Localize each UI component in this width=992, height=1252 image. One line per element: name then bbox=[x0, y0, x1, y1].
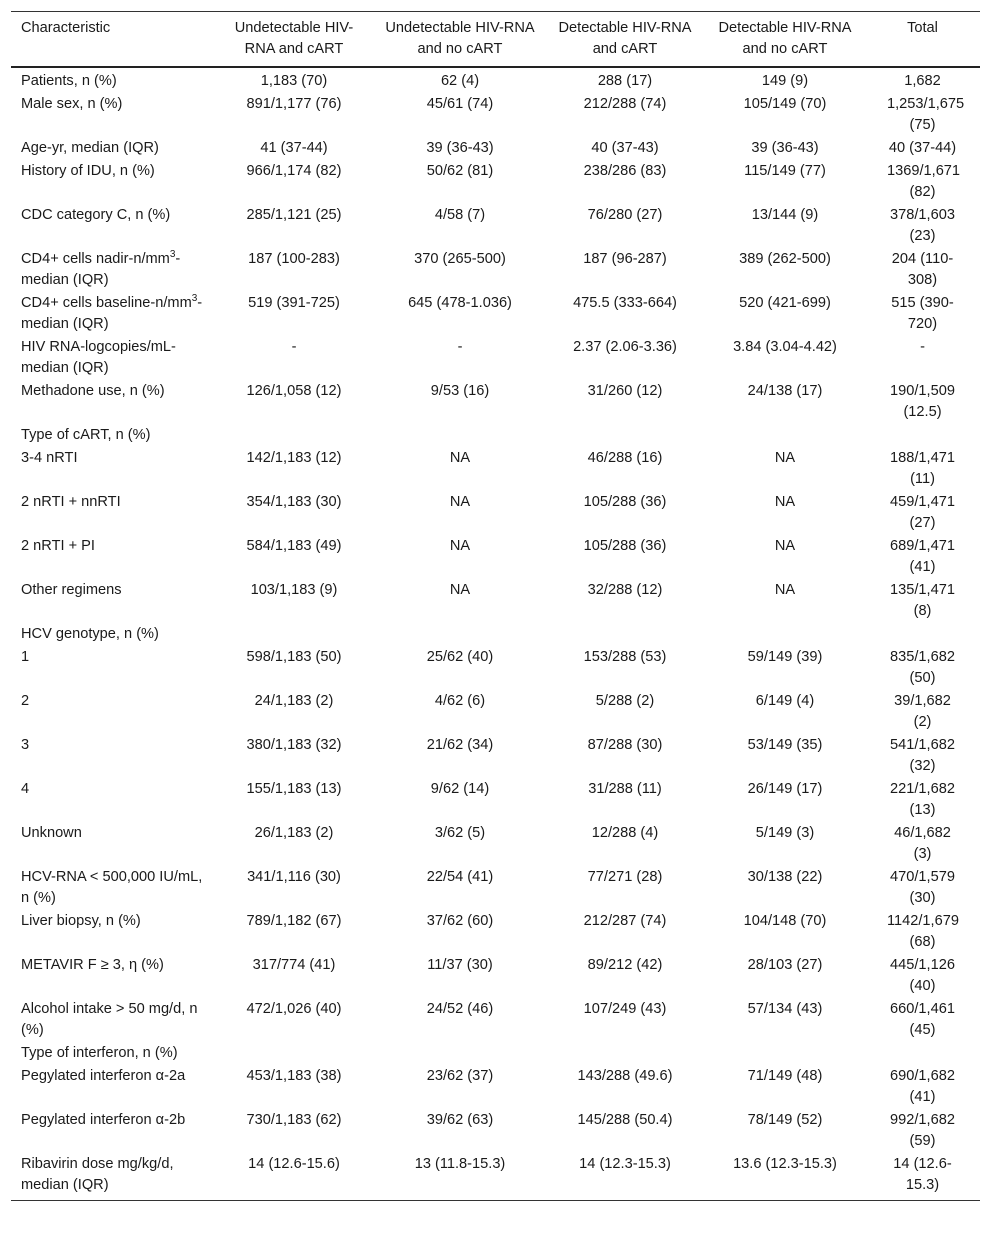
row-label: Liver biopsy, n (%) bbox=[21, 913, 141, 929]
table-row bbox=[11, 137, 980, 160]
cell-undetectable-cart: 285/1,121 (25) bbox=[246, 207, 342, 223]
cell-detectable-no-cart bbox=[705, 623, 865, 646]
row-label-text: -median (IQR) bbox=[21, 295, 203, 332]
table-row bbox=[11, 380, 980, 424]
cell-detectable-no-cart: 13/144 (9) bbox=[751, 207, 819, 223]
row-label bbox=[11, 292, 213, 336]
row-label: Methadone use, n (%) bbox=[21, 383, 165, 399]
table-row bbox=[11, 623, 980, 646]
cell-detectable-no-cart: 24/138 (17) bbox=[747, 383, 823, 399]
cell-detectable-no-cart: 520 (421-699) bbox=[739, 295, 831, 311]
cell-undetectable-cart: 891/1,177 (76) bbox=[246, 96, 342, 112]
cell-undetectable-cart: 341/1,116 (30) bbox=[247, 869, 341, 885]
table-row bbox=[11, 93, 980, 137]
cell-detectable-no-cart: 78/149 (52) bbox=[747, 1112, 823, 1128]
cell-undetectable-cart: 126/1,058 (12) bbox=[246, 383, 342, 399]
cell-detectable-cart: 145/288 (50.4) bbox=[577, 1112, 673, 1128]
cell-undetectable-cart: 789/1,182 (67) bbox=[246, 913, 342, 929]
cell-undetectable-cart bbox=[213, 424, 375, 447]
row-label: Male sex, n (%) bbox=[21, 96, 123, 112]
cell-undetectable-cart: 14 (12.6-15.6) bbox=[248, 1156, 340, 1172]
cell-undetectable-no-cart: 39/62 (63) bbox=[426, 1112, 494, 1128]
cell-total bbox=[865, 1042, 980, 1065]
cell-detectable-cart: 46/288 (16) bbox=[587, 450, 663, 466]
cell-detectable-no-cart: 71/149 (48) bbox=[747, 1068, 823, 1084]
cell-total: 515 (390-720) bbox=[891, 295, 954, 332]
header-characteristic: Characteristic bbox=[21, 20, 111, 36]
row-label: 2 bbox=[21, 693, 30, 709]
table-row bbox=[11, 734, 980, 778]
cell-total: 689/1,471 (41) bbox=[890, 538, 955, 575]
cell-undetectable-cart: 380/1,183 (32) bbox=[246, 737, 342, 753]
row-label: 2 nRTI + nnRTI bbox=[21, 494, 121, 510]
table-row bbox=[11, 160, 980, 204]
cell-undetectable-no-cart: 13 (11.8-15.3) bbox=[414, 1156, 506, 1172]
cell-undetectable-cart: 187 (100-283) bbox=[248, 251, 340, 267]
row-label: CDC category C, n (%) bbox=[21, 207, 171, 223]
characteristics-table bbox=[11, 11, 980, 1201]
cell-undetectable-cart: 584/1,183 (49) bbox=[246, 538, 342, 554]
cell-undetectable-no-cart: NA bbox=[449, 450, 471, 466]
table-row bbox=[11, 336, 980, 380]
cell-undetectable-cart bbox=[213, 623, 375, 646]
cell-undetectable-cart: 453/1,183 (38) bbox=[246, 1068, 342, 1084]
row-label-superscript: 3 bbox=[169, 249, 176, 261]
cell-detectable-cart: 105/288 (36) bbox=[583, 494, 667, 510]
row-label-text: CD4+ cells nadir-n/mm bbox=[21, 251, 170, 267]
cell-total: 660/1,461 (45) bbox=[890, 1001, 955, 1038]
table-row bbox=[11, 954, 980, 998]
cell-detectable-no-cart: NA bbox=[774, 582, 796, 598]
table-row bbox=[11, 424, 980, 447]
cell-total: 378/1,603 (23) bbox=[890, 207, 955, 244]
cell-total bbox=[865, 424, 980, 447]
cell-undetectable-cart: 155/1,183 (13) bbox=[246, 781, 342, 797]
cell-undetectable-cart: 472/1,026 (40) bbox=[246, 1001, 342, 1017]
cell-detectable-cart: 107/249 (43) bbox=[583, 1001, 667, 1017]
cell-undetectable-cart: 103/1,183 (9) bbox=[250, 582, 338, 598]
cell-total: 46/1,682 (3) bbox=[894, 825, 951, 862]
cell-detectable-no-cart: NA bbox=[774, 494, 796, 510]
header-row bbox=[11, 12, 980, 68]
cell-detectable-cart: 153/288 (53) bbox=[583, 649, 667, 665]
table-body bbox=[11, 67, 980, 1201]
cell-undetectable-no-cart: 11/37 (30) bbox=[427, 957, 493, 973]
row-label: Alcohol intake > 50 mg/d, n (%) bbox=[21, 1001, 198, 1038]
cell-undetectable-cart: 41 (37-44) bbox=[260, 140, 328, 156]
cell-detectable-no-cart bbox=[705, 1042, 865, 1065]
row-label: HCV-RNA < 500,000 IU/mL, n (%) bbox=[21, 869, 203, 906]
cell-detectable-no-cart: 3.84 (3.04-4.42) bbox=[733, 339, 837, 355]
cell-total: 1142/1,679 (68) bbox=[887, 913, 959, 950]
header-total: Total bbox=[907, 20, 938, 36]
cell-undetectable-no-cart: 9/53 (16) bbox=[430, 383, 490, 399]
cell-detectable-cart bbox=[545, 1042, 705, 1065]
cell-detectable-no-cart: 26/149 (17) bbox=[747, 781, 823, 797]
table-row bbox=[11, 447, 980, 491]
cell-undetectable-cart: 519 (391-725) bbox=[248, 295, 340, 311]
cell-detectable-no-cart: NA bbox=[774, 538, 796, 554]
cell-detectable-no-cart: NA bbox=[774, 450, 796, 466]
cell-total: 135/1,471 (8) bbox=[890, 582, 955, 619]
row-label: Pegylated interferon α-2b bbox=[21, 1112, 186, 1128]
table-row bbox=[11, 491, 980, 535]
cell-detectable-cart: 288 (17) bbox=[597, 73, 653, 89]
cell-undetectable-no-cart: 39 (36-43) bbox=[426, 140, 494, 156]
row-label: 3 bbox=[21, 737, 30, 753]
cell-detectable-cart: 77/271 (28) bbox=[587, 869, 663, 885]
cell-undetectable-cart: 966/1,174 (82) bbox=[246, 163, 342, 179]
table-row bbox=[11, 292, 980, 336]
cell-total: 39/1,682 (2) bbox=[894, 693, 951, 730]
cell-detectable-cart: 76/280 (27) bbox=[587, 207, 663, 223]
row-label: METAVIR F ≥ 3, η (%) bbox=[21, 957, 164, 973]
cell-detectable-no-cart: 149 (9) bbox=[761, 73, 809, 89]
row-label bbox=[11, 248, 213, 292]
cell-total: 190/1,509 (12.5) bbox=[890, 383, 955, 420]
cell-detectable-no-cart bbox=[705, 424, 865, 447]
header-detectable-cart: Detectable HIV-RNA and cART bbox=[558, 20, 692, 57]
cell-total: 470/1,579 (30) bbox=[890, 869, 955, 906]
cell-undetectable-cart: 142/1,183 (12) bbox=[246, 450, 342, 466]
cell-undetectable-no-cart: 4/58 (7) bbox=[434, 207, 486, 223]
cell-detectable-cart: 32/288 (12) bbox=[587, 582, 663, 598]
table-row bbox=[11, 910, 980, 954]
cell-undetectable-no-cart: 50/62 (81) bbox=[426, 163, 494, 179]
cell-undetectable-no-cart: NA bbox=[449, 538, 471, 554]
row-label: Type of cART, n (%) bbox=[21, 427, 151, 443]
cell-detectable-no-cart: 115/149 (77) bbox=[744, 163, 826, 179]
cell-undetectable-cart: - bbox=[291, 339, 297, 355]
cell-undetectable-no-cart bbox=[375, 623, 545, 646]
table-row bbox=[11, 248, 980, 292]
cell-undetectable-no-cart: NA bbox=[449, 494, 471, 510]
row-label: 2 nRTI + PI bbox=[21, 538, 95, 554]
cell-total: 188/1,471 (11) bbox=[890, 450, 955, 487]
cell-detectable-cart: 12/288 (4) bbox=[591, 825, 659, 841]
row-label-text: -median (IQR) bbox=[21, 251, 181, 288]
cell-detectable-cart: 105/288 (36) bbox=[583, 538, 667, 554]
cell-undetectable-no-cart: 645 (478-1.036) bbox=[408, 295, 512, 311]
table-row bbox=[11, 998, 980, 1042]
cell-undetectable-no-cart: 370 (265-500) bbox=[414, 251, 506, 267]
cell-detectable-no-cart: 53/149 (35) bbox=[747, 737, 823, 753]
header-detectable-no-cart: Detectable HIV-RNA and no cART bbox=[718, 20, 852, 57]
cell-detectable-cart: 475.5 (333-664) bbox=[573, 295, 677, 311]
cell-total: 835/1,682 (50) bbox=[890, 649, 955, 686]
cell-total bbox=[865, 623, 980, 646]
cell-detectable-cart bbox=[545, 424, 705, 447]
cell-detectable-no-cart: 39 (36-43) bbox=[751, 140, 819, 156]
cell-undetectable-cart: 24/1,183 (2) bbox=[254, 693, 334, 709]
cell-undetectable-cart: 1,183 (70) bbox=[260, 73, 328, 89]
cell-detectable-cart: 14 (12.3-15.3) bbox=[579, 1156, 671, 1172]
row-label: Ribavirin dose mg/kg/d, median (IQR) bbox=[21, 1156, 174, 1193]
table-container bbox=[11, 11, 980, 1201]
cell-undetectable-no-cart: NA bbox=[449, 582, 471, 598]
cell-detectable-cart: 89/212 (42) bbox=[587, 957, 663, 973]
cell-detectable-cart: 40 (37-43) bbox=[591, 140, 659, 156]
cell-detectable-no-cart: 5/149 (3) bbox=[755, 825, 815, 841]
cell-detectable-cart: 31/288 (11) bbox=[588, 781, 662, 797]
cell-undetectable-no-cart: 24/52 (46) bbox=[426, 1001, 494, 1017]
table-row bbox=[11, 690, 980, 734]
table-row bbox=[11, 866, 980, 910]
cell-undetectable-no-cart bbox=[375, 1042, 545, 1065]
cell-undetectable-cart: 730/1,183 (62) bbox=[246, 1112, 342, 1128]
row-label-text: CD4+ cells baseline-n/mm bbox=[21, 295, 192, 311]
row-label: Unknown bbox=[21, 825, 82, 841]
header-undetectable-cart: Undetectable HIV-RNA and cART bbox=[234, 20, 354, 57]
row-label: History of IDU, n (%) bbox=[21, 163, 155, 179]
table-row bbox=[11, 67, 980, 93]
cell-total: 1369/1,671 (82) bbox=[887, 163, 961, 200]
table-row bbox=[11, 1042, 980, 1065]
cell-detectable-cart: 238/286 (83) bbox=[583, 163, 667, 179]
row-label: Type of interferon, n (%) bbox=[21, 1045, 178, 1061]
table-header bbox=[11, 12, 980, 68]
cell-total: 1,682 bbox=[904, 73, 941, 89]
cell-total: 1,253/1,675 (75) bbox=[887, 96, 965, 133]
cell-undetectable-no-cart: 22/54 (41) bbox=[426, 869, 494, 885]
row-label: Pegylated interferon α-2a bbox=[21, 1068, 186, 1084]
row-label: Other regimens bbox=[21, 582, 122, 598]
cell-detectable-cart: 5/288 (2) bbox=[595, 693, 655, 709]
cell-detectable-cart: 212/287 (74) bbox=[583, 913, 667, 929]
cell-detectable-cart bbox=[545, 623, 705, 646]
cell-undetectable-no-cart: 23/62 (37) bbox=[426, 1068, 494, 1084]
cell-total: 221/1,682 (13) bbox=[890, 781, 955, 818]
cell-detectable-no-cart: 105/149 (70) bbox=[743, 96, 827, 112]
cell-undetectable-no-cart: 37/62 (60) bbox=[426, 913, 494, 929]
table-row bbox=[11, 1109, 980, 1153]
cell-undetectable-cart bbox=[213, 1042, 375, 1065]
cell-detectable-no-cart: 59/149 (39) bbox=[747, 649, 823, 665]
cell-detectable-no-cart: 30/138 (22) bbox=[747, 869, 823, 885]
cell-detectable-cart: 31/260 (12) bbox=[587, 383, 663, 399]
cell-undetectable-cart: 598/1,183 (50) bbox=[246, 649, 342, 665]
row-label: Patients, n (%) bbox=[21, 73, 117, 89]
cell-total: 992/1,682 (59) bbox=[890, 1112, 955, 1149]
table-row bbox=[11, 1153, 980, 1201]
cell-undetectable-no-cart: 62 (4) bbox=[440, 73, 480, 89]
cell-detectable-no-cart: 28/103 (27) bbox=[747, 957, 823, 973]
cell-detectable-cart: 143/288 (49.6) bbox=[577, 1068, 673, 1084]
cell-undetectable-no-cart: 3/62 (5) bbox=[434, 825, 486, 841]
cell-undetectable-no-cart: 45/61 (74) bbox=[426, 96, 494, 112]
cell-undetectable-no-cart: 25/62 (40) bbox=[426, 649, 494, 665]
cell-undetectable-no-cart: 4/62 (6) bbox=[434, 693, 486, 709]
cell-detectable-cart: 187 (96-287) bbox=[583, 251, 667, 267]
row-label: Age-yr, median (IQR) bbox=[21, 140, 159, 156]
cell-undetectable-no-cart: 21/62 (34) bbox=[426, 737, 494, 753]
cell-undetectable-cart: 317/774 (41) bbox=[252, 957, 336, 973]
cell-total: 541/1,682 (32) bbox=[890, 737, 955, 774]
header-undetectable-no-cart: Undetectable HIV-RNA and no cART bbox=[385, 20, 535, 57]
table-row bbox=[11, 204, 980, 248]
row-label: 4 bbox=[21, 781, 30, 797]
row-label: 3-4 nRTI bbox=[21, 450, 78, 466]
row-label: HIV RNA-logcopies/mL-median (IQR) bbox=[21, 339, 176, 376]
cell-undetectable-cart: 26/1,183 (2) bbox=[254, 825, 334, 841]
cell-detectable-cart: 2.37 (2.06-3.36) bbox=[573, 339, 677, 355]
cell-detectable-cart: 87/288 (30) bbox=[587, 737, 663, 753]
cell-undetectable-no-cart bbox=[375, 424, 545, 447]
cell-total: 690/1,682 (41) bbox=[890, 1068, 955, 1105]
row-label: HCV genotype, n (%) bbox=[21, 626, 159, 642]
cell-detectable-no-cart: 6/149 (4) bbox=[755, 693, 815, 709]
cell-total: 40 (37-44) bbox=[888, 140, 957, 156]
table-row bbox=[11, 1065, 980, 1109]
cell-detectable-no-cart: 104/148 (70) bbox=[743, 913, 827, 929]
cell-total: 14 (12.6-15.3) bbox=[893, 1156, 952, 1193]
cell-undetectable-cart: 354/1,183 (30) bbox=[246, 494, 342, 510]
cell-detectable-no-cart: 389 (262-500) bbox=[739, 251, 831, 267]
table-row bbox=[11, 535, 980, 579]
cell-total: 204 (110-308) bbox=[891, 251, 954, 288]
table-row bbox=[11, 778, 980, 822]
cell-undetectable-no-cart: - bbox=[457, 339, 463, 355]
row-label-superscript: 3 bbox=[191, 293, 198, 305]
cell-detectable-no-cart: 57/134 (43) bbox=[747, 1001, 823, 1017]
cell-total: 459/1,471 (27) bbox=[890, 494, 955, 531]
row-label: 1 bbox=[21, 649, 30, 665]
table-row bbox=[11, 579, 980, 623]
cell-undetectable-no-cart: 9/62 (14) bbox=[430, 781, 490, 797]
cell-detectable-cart: 212/288 (74) bbox=[583, 96, 667, 112]
table-row bbox=[11, 822, 980, 866]
table-row bbox=[11, 646, 980, 690]
cell-detectable-no-cart: 13.6 (12.3-15.3) bbox=[733, 1156, 837, 1172]
cell-total: 445/1,126 (40) bbox=[890, 957, 955, 994]
cell-total: - bbox=[920, 339, 925, 355]
